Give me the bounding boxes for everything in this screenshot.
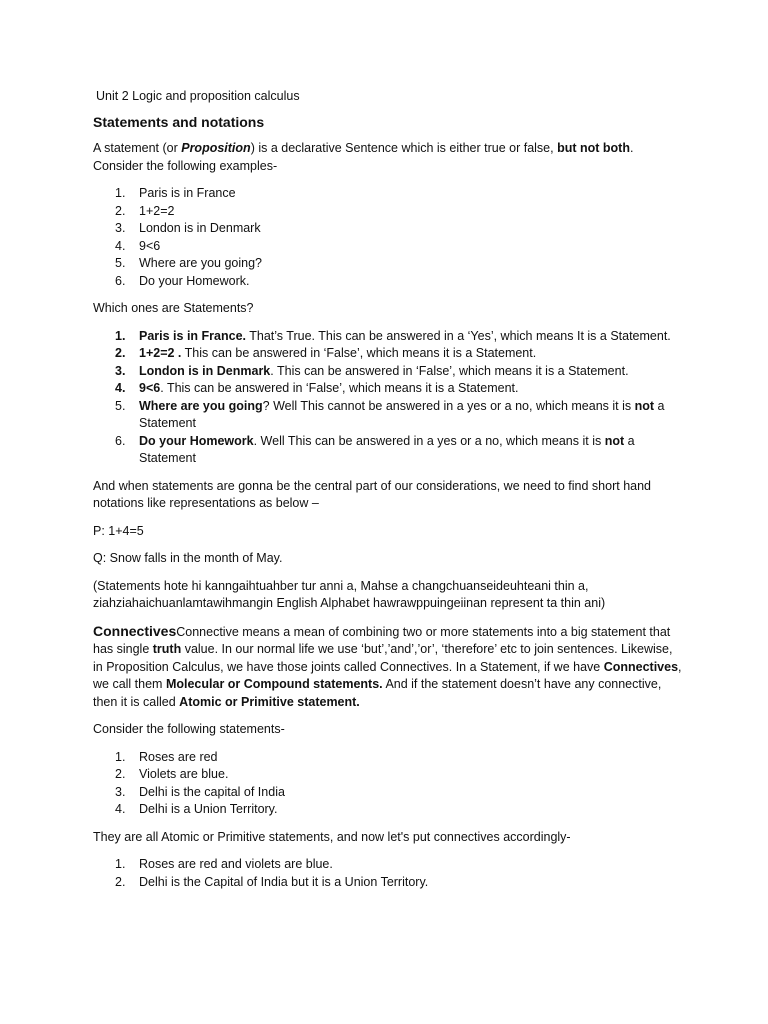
example-text: Where are you going? — [139, 256, 262, 270]
list-item: 2. Violets are blue. — [115, 767, 229, 781]
list-item — [93, 345, 683, 363]
list-item: 4. 9<6 — [115, 238, 161, 253]
document-page — [93, 88, 683, 901]
list-item: 3. London is in Denmark — [115, 221, 261, 235]
mizo-note: (Statements hote hi kanngaihtuahber tur anni a, Mahse a changchuanseideuhteani thin a, ziahziahaichuanlamtawihmangin English Alphabet hawrawppuingeiinan represent ta thin ani) — [93, 578, 606, 610]
answer-statement: Paris is in France. — [139, 328, 246, 343]
question-text: Which ones are Statements? — [93, 301, 254, 315]
answers-list — [93, 328, 683, 468]
answer-explanation: That’s True. This can be answered in a ‘Yes’, which means It is a Statement. — [246, 328, 671, 343]
example-text: 9<6 — [139, 238, 161, 253]
statement-text: Delhi is a Union Territory. — [139, 802, 278, 816]
answer-explanation: . This can be answered in ‘False’, which means it is a Statement. — [270, 363, 629, 378]
list-item: 2. 1+2=2 — [115, 203, 175, 218]
list-item: 4. Delhi is a Union Territory. — [115, 802, 278, 816]
list-item: 3. Delhi is the capital of India — [115, 784, 285, 799]
notation-intro: And when statements are gonna be the central part of our considerations, we need to find short hand notations like representations as below – — [93, 478, 651, 510]
list-item: 1. Roses are red — [115, 749, 218, 764]
example-text: 1+2=2 — [139, 203, 175, 218]
intro-text-3: . Consider the following examples- — [93, 141, 634, 173]
statement-text: Delhi is the Capital of India but it is a Union Territory. — [139, 874, 429, 889]
list-item — [93, 328, 683, 346]
list-item: 1. Paris is in France — [115, 186, 236, 200]
answer-statement: 9<6 — [139, 381, 161, 395]
list-item: 6. Do your Homework. — [115, 273, 250, 288]
list-item — [93, 380, 683, 398]
statement-text: Delhi is the capital of India — [139, 784, 285, 799]
item-number: 6. — [115, 433, 126, 448]
intro-paragraph — [93, 140, 683, 175]
list-item: 1. Roses are red and violets are blue. — [115, 857, 333, 871]
connectives-text-4: And if the statement doesn’t have any connective, then it is called — [93, 677, 662, 709]
list-item: 2. Delhi is the Capital of India but it is a Union Territory. — [115, 874, 429, 889]
list-item: 5. Where are you going? — [115, 256, 262, 270]
connectives-text-1: Connective means a mean of combining two or more statements into a big statement that has single — [93, 624, 671, 656]
but-not-both-text: but not both — [557, 141, 630, 155]
atomic-note: They are all Atomic or Primitive statements, and now let's put connectives accordingly- — [93, 829, 571, 844]
connectives-heading: Connectives — [93, 622, 177, 639]
connectives-text-3: , we call them — [93, 659, 682, 691]
list-item — [93, 398, 683, 433]
statement-text: Roses are red — [139, 749, 218, 764]
p-statement: P: 1+4=5 — [93, 523, 144, 538]
example-text: London is in Denmark — [139, 221, 261, 235]
example-text: Do your Homework. — [139, 273, 250, 288]
intro-text-1: A statement (or — [93, 141, 182, 155]
not-emphasis: not — [604, 433, 625, 448]
example-text: Paris is in France — [139, 186, 236, 200]
answer-statement: London is in Denmark — [139, 363, 271, 378]
item-number: 3. — [115, 363, 126, 378]
intro-text-2: ) is a declarative Sentence which is either true or false, — [250, 141, 558, 155]
molecular-term: Molecular or Compound statements. — [165, 677, 383, 691]
item-number: 5. — [115, 398, 126, 413]
item-number: 1. — [115, 328, 126, 343]
atomic-statements-list — [93, 749, 683, 819]
answer-statement: Where are you going — [139, 398, 263, 413]
list-item — [93, 363, 683, 381]
answer-tail: a Statement — [139, 398, 665, 430]
statement-text: Violets are blue. — [139, 767, 229, 781]
connectives-text-2: value. In our normal life we use ‘but’,’and’,’or’, ‘therefore’ etc to join sentences. Likewise, in Proposition Calculus, we have those joints called Connectives. In a Statement, if we have — [93, 642, 673, 674]
compound-statements-list — [93, 856, 683, 891]
answer-explanation: This can be answered in ‘False’, which means it is a Statement. — [181, 346, 537, 360]
section-heading: Statements and notations — [93, 113, 265, 130]
answer-statement: 1+2=2 . — [139, 346, 182, 360]
statement-text: Roses are red and violets are blue. — [139, 857, 333, 871]
list-item — [93, 433, 683, 468]
not-emphasis: not — [634, 398, 655, 413]
atomic-term: Atomic or Primitive statement. — [179, 694, 360, 709]
connectives-term: Connectives — [603, 659, 679, 674]
item-number: 4. — [115, 381, 126, 395]
truth-term: truth — [152, 642, 182, 656]
item-number: 2. — [115, 346, 126, 360]
answer-tail: a Statement — [139, 433, 635, 465]
answer-explanation: . Well This can be answered in a yes or a no, which means it is — [253, 433, 605, 448]
answer-statement: Do your Homework — [139, 433, 254, 448]
consider-text: Consider the following statements- — [93, 722, 285, 736]
unit-title: Unit 2 Logic and proposition calculus — [96, 89, 300, 103]
answer-explanation: . This can be answered in ‘False’, which means it is a Statement. — [160, 381, 519, 395]
examples-list — [93, 185, 683, 290]
answer-explanation: ? Well This cannot be answered in a yes or a no, which means it is — [262, 398, 635, 413]
connectives-paragraph — [93, 623, 683, 712]
q-statement: Q: Snow falls in the month of May. — [93, 551, 283, 565]
proposition-term: Proposition — [181, 141, 251, 155]
